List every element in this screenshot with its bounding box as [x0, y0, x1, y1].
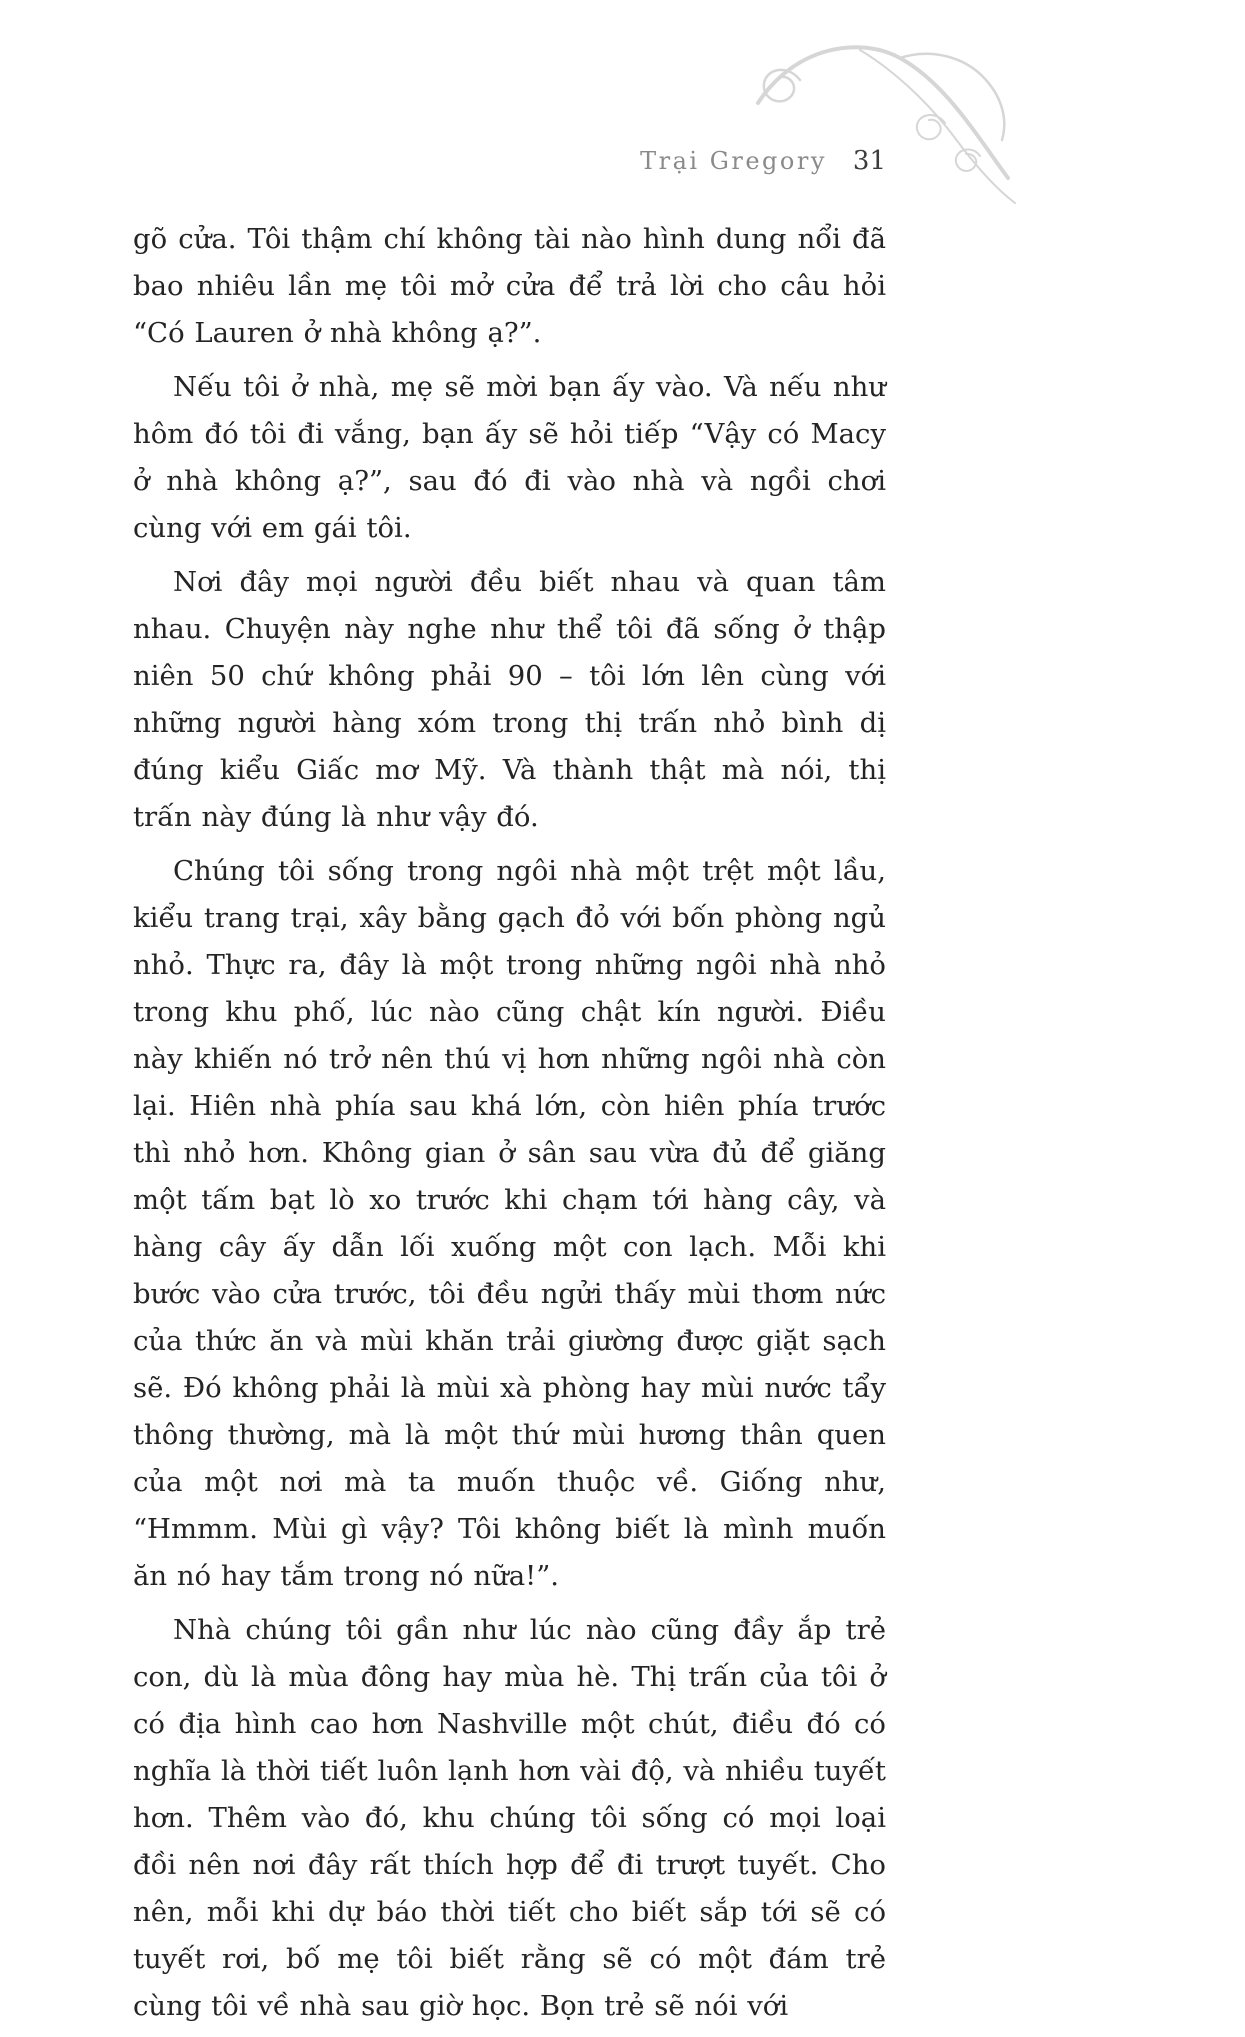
paragraph: Nơi đây mọi người đều biết nhau và quan tâm nhau. Chuyện này nghe như thể tôi đã sống ở thập niên 50 chứ không phải 90 – tôi lớn lên cùng với những người hàng xóm trong thị trấn nhỏ bình dị đúng kiểu Giấc mơ Mỹ. Và thành thật mà nói, thị trấn này đúng là như vậy đó.	[133, 566, 886, 833]
page-number: 31	[852, 146, 886, 176]
page-text-block	[133, 216, 886, 2037]
paragraph: Nhà chúng tôi gần như lúc nào cũng đầy ắp trẻ con, dù là mùa đông hay mùa hè. Thị trấn của tôi ở có địa hình cao hơn Nashville một chút, điều đó có nghĩa là thời tiết luôn lạnh hơn vài độ, và nhiều tuyết hơn. Thêm vào đó, khu chúng tôi sống có mọi loại đồi nên nơi đây rất thích hợp để đi trượt tuyết. Cho nên, mỗi khi dự báo thời tiết cho biết sắp tới sẽ có tuyết rơi, bố mẹ tôi biết rằng sẽ có một đám trẻ cùng tôi về nhà sau giờ học. Bọn trẻ sẽ nói với	[133, 1614, 886, 2022]
paragraph: Nếu tôi ở nhà, mẹ sẽ mời bạn ấy vào. Và nếu như hôm đó tôi đi vắng, bạn ấy sẽ hỏi tiếp “Vậy có Macy ở nhà không ạ?”, sau đó đi vào nhà và ngồi chơi cùng với em gái tôi.	[133, 371, 886, 544]
running-header	[133, 146, 886, 176]
paragraph: Chúng tôi sống trong ngôi nhà một trệt một lầu, kiểu trang trại, xây bằng gạch đỏ với bốn phòng ngủ nhỏ. Thực ra, đây là một trong những ngôi nhà nhỏ trong khu phố, lúc nào cũng chật kín người. Điều này khiến nó trở nên thú vị hơn những ngôi nhà còn lại. Hiên nhà phía sau khá lớn, còn hiên phía trước thì nhỏ hơn. Không gian ở sân sau vừa đủ để giăng một tấm bạt lò xo trước khi chạm tới hàng cây, và hàng cây ấy dẫn lối xuống một con lạch. Mỗi khi bước vào cửa trước, tôi đều ngửi thấy mùi thơm nức của thức ăn và mùi khăn trải giường được giặt sạch sẽ. Đó không phải là mùi xà phòng hay mùi nước tẩy thông thường, mà là một thứ mùi hương thân quen của một nơi mà ta muốn thuộc về. Giống như, “Hmmm. Mùi gì vậy? Tôi không biết là mình muốn ăn nó hay tắm trong nó nữa!”.	[133, 855, 886, 1592]
running-title: Trại Gregory	[640, 147, 827, 175]
corner-flourish-icon	[740, 28, 1030, 213]
paragraph: gõ cửa. Tôi thậm chí không tài nào hình dung nổi đã bao nhiêu lần mẹ tôi mở cửa để trả lời cho câu hỏi “Có Lauren ở nhà không ạ?”.	[133, 223, 886, 349]
